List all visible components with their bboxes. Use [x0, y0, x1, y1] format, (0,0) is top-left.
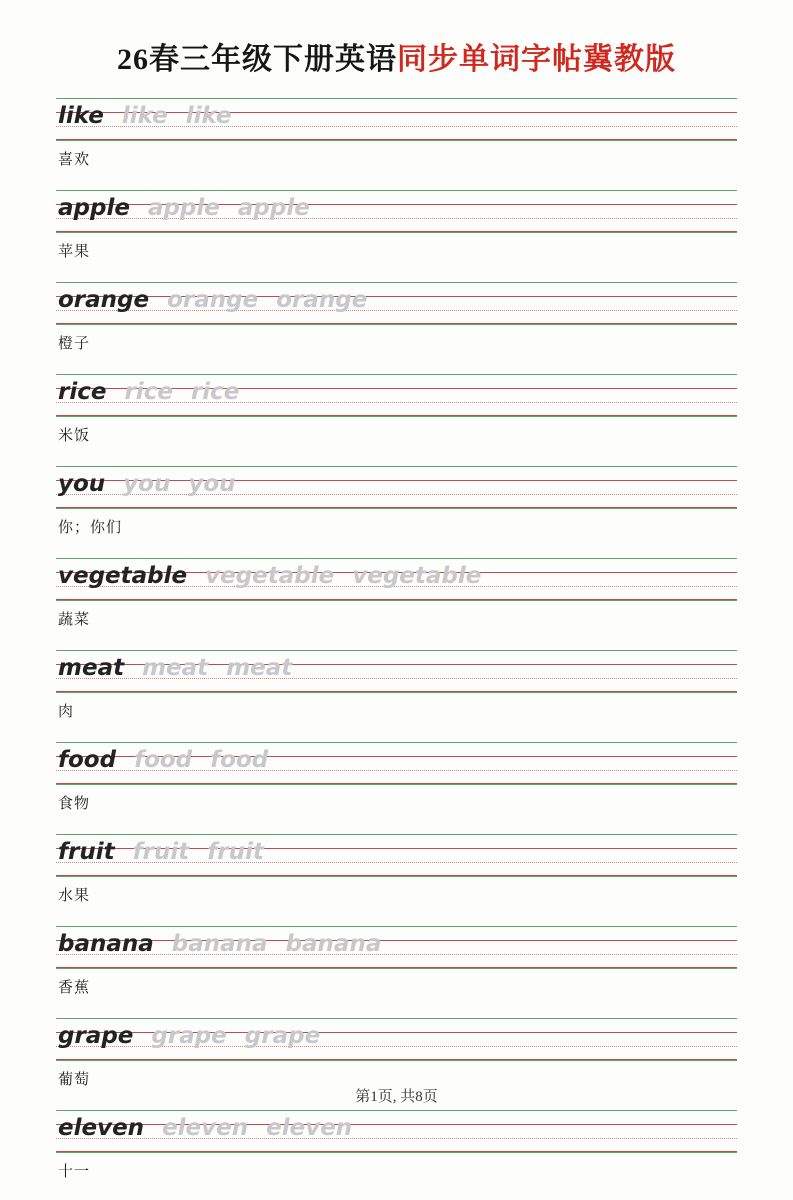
translation-text: 苹果 — [58, 244, 91, 260]
page-title — [56, 0, 737, 88]
staff-words — [56, 1016, 320, 1060]
tracing-word-1: banana — [171, 930, 268, 957]
vocabulary-word: orange — [58, 286, 150, 313]
page-footer: 第1页, 共8页 — [355, 1089, 438, 1105]
translation-row — [56, 876, 737, 924]
staff-words — [56, 96, 232, 140]
tracing-word-1: eleven — [162, 1114, 249, 1141]
tracing-word-2: food — [210, 746, 269, 773]
staff-line — [56, 600, 737, 601]
tracing-word-2: orange — [276, 286, 368, 313]
writing-staff — [56, 648, 737, 692]
tracing-word-1: fruit — [132, 838, 190, 865]
tracing-word-2: you — [188, 470, 236, 497]
writing-staff — [56, 740, 737, 784]
tracing-word-2: rice — [190, 378, 240, 405]
word-block — [56, 372, 737, 464]
staff-line — [56, 232, 737, 233]
tracing-word-1: rice — [124, 378, 173, 405]
staff-words — [56, 648, 292, 692]
staff-line — [56, 1060, 737, 1061]
vocabulary-word: like — [58, 102, 104, 129]
vocabulary-word: banana — [58, 930, 154, 957]
tracing-word-2: banana — [285, 930, 382, 957]
tracing-word-2: meat — [226, 654, 293, 681]
tracing-word-1: grape — [151, 1022, 227, 1049]
vocabulary-word: eleven — [58, 1114, 145, 1141]
translation-text: 香蕉 — [58, 980, 91, 996]
translation-row — [56, 140, 737, 188]
staff-words — [56, 280, 367, 324]
writing-staff — [56, 924, 737, 968]
tracing-word-1: vegetable — [205, 562, 335, 589]
word-block — [56, 188, 737, 280]
translation-row — [56, 232, 737, 280]
vocabulary-word: you — [58, 470, 106, 497]
word-block — [56, 556, 737, 648]
tracing-word-1: meat — [142, 654, 209, 681]
writing-staff — [56, 188, 737, 232]
tracing-word-1: orange — [167, 286, 259, 313]
writing-staff — [56, 280, 737, 324]
page-title-black: 26春三年级下册英语 — [117, 43, 397, 76]
translation-text: 橙子 — [58, 336, 91, 352]
staff-words — [56, 556, 481, 600]
translation-row — [56, 968, 737, 1016]
translation-row — [56, 1152, 737, 1200]
tracing-word-1: apple — [147, 194, 220, 221]
word-block — [56, 96, 737, 188]
translation-text: 你；你们 — [58, 520, 123, 536]
translation-text: 食物 — [58, 796, 91, 812]
word-block — [56, 648, 737, 740]
writing-staff — [56, 556, 737, 600]
staff-line — [56, 416, 737, 417]
staff-line — [56, 784, 737, 785]
vocabulary-word: meat — [58, 654, 125, 681]
staff-words — [56, 464, 236, 508]
tracing-word-2: grape — [244, 1022, 321, 1049]
translation-text: 肉 — [58, 704, 75, 720]
staff-line — [56, 140, 737, 141]
staff-line — [56, 1152, 737, 1153]
tracing-word-2: fruit — [207, 838, 264, 865]
writing-staff — [56, 372, 737, 416]
translation-row — [56, 416, 737, 464]
tracing-word-2: like — [185, 102, 232, 129]
practice-sheet — [56, 96, 737, 1200]
word-block — [56, 464, 737, 556]
vocabulary-word: food — [58, 746, 117, 773]
word-block — [56, 280, 737, 372]
translation-row — [56, 692, 737, 740]
translation-row — [56, 508, 737, 556]
tracing-word-1: like — [121, 102, 168, 129]
writing-staff — [56, 464, 737, 508]
page-title-red: 同步单词字帖冀教版 — [397, 43, 676, 76]
staff-words — [56, 188, 310, 232]
staff-line — [56, 508, 737, 509]
translation-text: 葡萄 — [58, 1072, 91, 1088]
translation-text: 喜欢 — [58, 152, 91, 168]
tracing-word-2: eleven — [266, 1114, 353, 1141]
staff-words — [56, 832, 264, 876]
translation-text: 米饭 — [58, 428, 91, 444]
writing-staff — [56, 96, 737, 140]
tracing-word-1: you — [123, 470, 171, 497]
staff-words — [56, 372, 239, 416]
tracing-word-2: apple — [237, 194, 310, 221]
staff-line — [56, 968, 737, 969]
word-block — [56, 832, 737, 924]
vocabulary-word: rice — [58, 378, 107, 405]
staff-line — [56, 324, 737, 325]
writing-staff — [56, 1016, 737, 1060]
vocabulary-word: fruit — [58, 838, 115, 865]
translation-text: 十一 — [58, 1164, 91, 1180]
staff-line — [56, 876, 737, 877]
word-block — [56, 924, 737, 1016]
tracing-word-2: vegetable — [352, 562, 482, 589]
staff-words — [56, 740, 268, 784]
vocabulary-word: apple — [58, 194, 130, 221]
translation-text: 蔬菜 — [58, 612, 91, 628]
vocabulary-word: vegetable — [58, 562, 188, 589]
vocabulary-word: grape — [58, 1022, 134, 1049]
word-block — [56, 740, 737, 832]
staff-words — [56, 924, 381, 968]
translation-row — [56, 324, 737, 372]
translation-row — [56, 600, 737, 648]
staff-line — [56, 692, 737, 693]
tracing-word-1: food — [134, 746, 193, 773]
translation-row — [56, 784, 737, 832]
writing-staff — [56, 832, 737, 876]
writing-staff — [56, 1108, 737, 1152]
translation-text: 水果 — [58, 888, 91, 904]
staff-words — [56, 1108, 352, 1152]
